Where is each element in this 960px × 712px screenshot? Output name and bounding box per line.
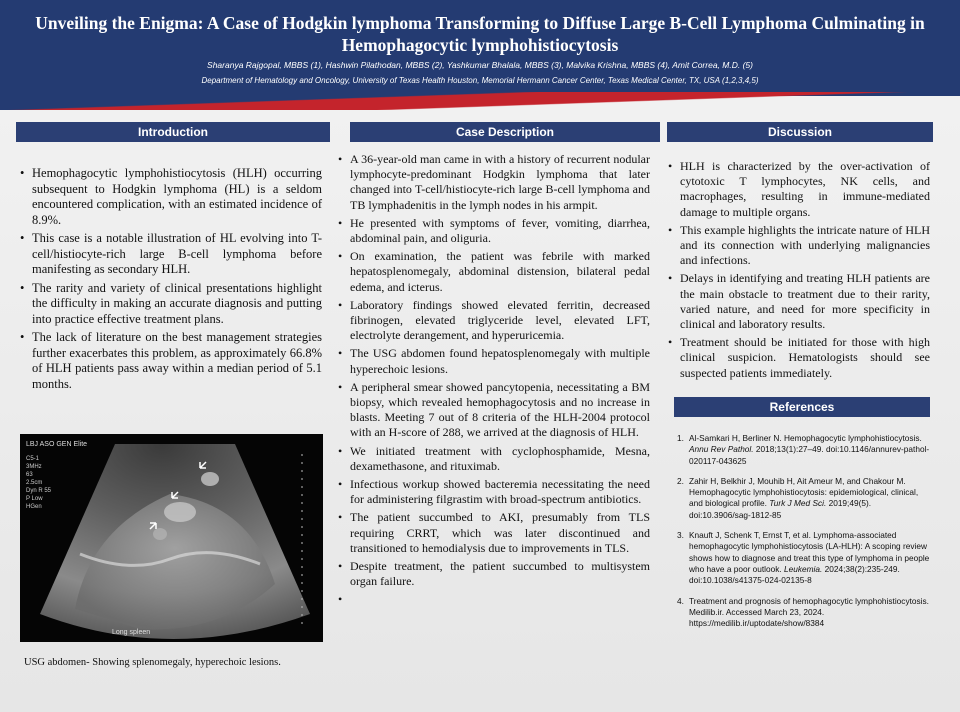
author-list: Sharanya Rajgopal, MBBS (1), Hashwin Pilathodan, MBBS (2), Yashkumar Bhalala, MBBS (3), Malvika Krishna, MBBS (4), Amit Correa, M.D. (5): [207, 60, 753, 70]
case-description-section: [338, 152, 650, 592]
case-description-heading: Case Description: [350, 122, 660, 142]
introduction-list: [20, 166, 322, 392]
reference-item: [677, 476, 933, 521]
reference-text: Zahir H, Belkhir J, Mouhib H, Ait Ameur M, and Chakour M. Hemophagocytic lymphohistiocytosis: epidemiological, clinical, and biological profile. Turk J Med Sci. 2019;49(5). doi:10.3906/sag-1812-85: [689, 475, 919, 520]
reference-number: 1.: [677, 433, 684, 443]
bullet-item: • A peripheral smear showed pancytopenia, necessitating a BM biopsy, which revealed hemophagocytosis and no increase in blasts. Meeting 7 out of 8 criteria of the HLH-2004 protocol with an H-score of 288, we arrived at the diagnosis of HLH.: [338, 380, 650, 441]
journal-name: Leukemia.: [784, 563, 823, 574]
affiliation: Department of Hematology and Oncology, University of Texas Health Houston, Memorial Hermann Cancer Center, Texas Medical Center, TX, USA (1,2,3,4,5): [201, 76, 759, 85]
bullet-item: • HLH is characterized by the over-activation of cytotoxic T lymphocytes, NK cells, and macrophages, resulting in immune-mediated damage to multiple organs.: [668, 159, 930, 220]
bullet-item: • The rarity and variety of clinical presentations highlight the difficulty in making an accurate diagnosis and putting into practice effective treatment plans.: [20, 281, 322, 328]
hyperechoic-lesion: [164, 502, 196, 522]
bullet-item: • Despite treatment, the patient succumbed to multisystem organ failure.: [338, 559, 650, 589]
bullet-item: • He presented with symptoms of fever, vomiting, diarrhea, abdominal pain, and oliguria.: [338, 216, 650, 246]
bullet-item: • Delays in identifying and treating HLH patients are the main obstacle to treatment due to their rarity, varied nature, and need for more specificity in clinical and laboratory results.: [668, 271, 930, 332]
ultrasound-image: [20, 434, 323, 642]
bullet-item: • Laboratory findings showed elevated ferritin, decreased fibrinogen, elevated triglyceride level, elevated LFT, electrolyte derangement, and hyperuricemia.: [338, 298, 650, 344]
case-description-list: [338, 152, 650, 589]
journal-name: Annu Rev Pathol.: [689, 444, 754, 455]
header-accent-stripe: [0, 92, 960, 110]
bullet-item: • On examination, the patient was febrile with marked hepatosplenomegaly, abdominal distension, bilateral pedal edema, and icterus.: [338, 249, 650, 295]
introduction-section: [20, 166, 322, 395]
discussion-section: [668, 159, 930, 384]
reference-text: Treatment and prognosis of hemophagocytic lymphohistiocytosis. Medilib.ir. Accessed March 23, 2024. https://medilib.ir/uptodate/show/8384: [689, 595, 929, 629]
bullet-item: • The patient succumbed to AKI, presumably from TLS requiring CRRT, which was later discontinued and transitioned to hemodialysis due to improvements in TLS.: [338, 510, 650, 556]
bullet-item: • A 36-year-old man came in with a history of recurrent nodular lymphocyte-predominant Hodgkin lymphoma that later changed into T-cell/histiocyte-rich large B-cell lymphoma and TB lymphadenitis in the lymph nodes in his armpit.: [338, 152, 650, 213]
reference-number: 4.: [677, 595, 684, 606]
bullet-item: • The lack of literature on the best management strategies further exacerbates this problem, as approximately 66.8% of HLH patients pass away within a median period of 5.1 months.: [20, 330, 322, 392]
bullet-item: • The USG abdomen found hepatosplenomegaly with multiple hyperechoic lesions.: [338, 346, 650, 376]
reference-number: 3.: [677, 530, 684, 541]
bullet-item: • We initiated treatment with cyclophosphamide, Mesna, dexamethasone, and rituximab.: [338, 444, 650, 474]
introduction-heading: Introduction: [16, 122, 330, 142]
scanner-settings: C5-1 3MHz 63 2.5cm Dyn R 55 P Low HGen: [26, 456, 52, 510]
reference-text: Knauft J, Schenk T, Ernst T, et al. Lymphoma-associated hemophagocytic lymphohistiocytosis (LA-HLH): A scoping review shows how to diagnose and treat this type of lymphoma in people who have a poor outlook. Leukemia. 2024;38(2):235-249. doi:10.1038/s41375-024-02135-8: [689, 530, 930, 586]
hyperechoic-lesion: [201, 472, 219, 486]
bullet-item: • This case is a notable illustration of HL evolving into T-cell/histiocyte-rich large B-cell lymphoma before manifesting as secondary HLH.: [20, 231, 322, 278]
reference-number: 2.: [677, 475, 684, 486]
discussion-list: [668, 159, 930, 381]
discussion-heading: Discussion: [667, 122, 933, 142]
references-list: [677, 433, 933, 638]
bullet-item: • Hemophagocytic lymphohistiocytosis (HLH) occurring subsequent to Hodgkin lymphoma (HL) is a seldom encountered complication, with an estimated incidence of 8.9%.: [20, 166, 322, 228]
reference-text: Al-Samkari H, Berliner N. Hemophagocytic lymphohistiocytosis. Annu Rev Pathol. 2018;13(1):27–49. doi:10.1146/annurev-pathol-020117-043625: [689, 433, 930, 466]
reference-item: [677, 433, 933, 467]
bullet-item: • This example highlights the intricate nature of HLH and its connection with underlying malignancies and infections.: [668, 223, 930, 269]
poster-header: [0, 0, 960, 96]
journal-name: Turk J Med Sci.: [769, 498, 827, 509]
reference-item: [677, 530, 933, 586]
scanner-label: LBJ ASO GEN Elite: [26, 441, 88, 448]
bullet-item: • Treatment should be initiated for those with high clinical suspicion. Hematologists should see suspected patients immediately.: [668, 335, 930, 381]
view-label: Long spleen: [112, 629, 151, 636]
bullet-item: • Infectious workup showed bacteremia necessitating the need for administering filgrastim with broad-spectrum antibiotics.: [338, 477, 650, 507]
reference-item: [677, 596, 933, 630]
hyperechoic-lesion: [153, 528, 167, 540]
references-heading: References: [674, 397, 930, 417]
poster-title: Unveiling the Enigma: A Case of Hodgkin lymphoma Transforming to Diffuse Large B-Cell Lymphoma Culminating in Hemophagocytic lymphohistiocytosis: [35, 13, 925, 55]
figure-caption: USG abdomen- Showing splenomegaly, hyperechoic lesions.: [24, 657, 281, 668]
ultrasound-svg: [20, 434, 323, 642]
